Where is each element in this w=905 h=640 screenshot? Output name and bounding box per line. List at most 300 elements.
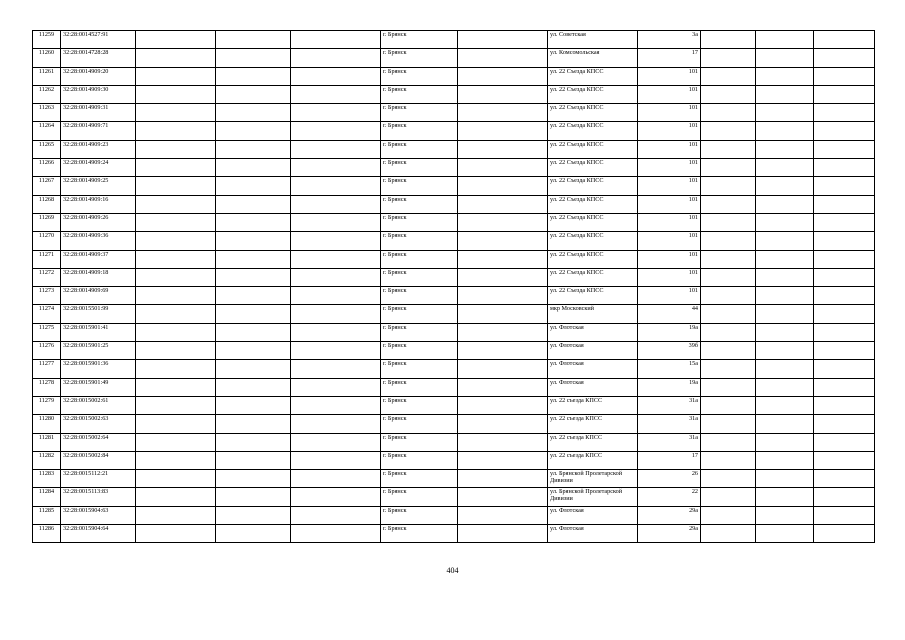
house-number-cell: 17 xyxy=(638,49,701,67)
empty-cell xyxy=(756,287,814,305)
empty-cell xyxy=(701,232,756,250)
table-row xyxy=(33,85,875,103)
street-cell: ул. Брянской Пролетарской Дивизии xyxy=(548,470,638,488)
empty-cell xyxy=(291,488,381,506)
empty-cell xyxy=(701,177,756,195)
empty-cell xyxy=(291,213,381,231)
house-number-cell: 101 xyxy=(638,177,701,195)
empty-cell xyxy=(701,525,756,543)
empty-cell xyxy=(216,360,291,378)
row-number-cell: 11284 xyxy=(33,488,61,506)
street-cell: ул. 22 съезда КПСС xyxy=(548,396,638,414)
empty-cell xyxy=(136,525,216,543)
city-cell: г. Брянск xyxy=(381,470,458,488)
empty-cell xyxy=(756,488,814,506)
empty-cell xyxy=(756,195,814,213)
table-row xyxy=(33,122,875,140)
empty-cell xyxy=(458,378,548,396)
street-cell: ул. Советская xyxy=(548,31,638,49)
house-number-cell: 101 xyxy=(638,85,701,103)
empty-cell xyxy=(216,305,291,323)
house-number-cell: 101 xyxy=(638,195,701,213)
street-cell: ул. Комсомольская xyxy=(548,49,638,67)
empty-cell xyxy=(458,305,548,323)
table-row xyxy=(33,31,875,49)
row-number-cell: 11270 xyxy=(33,232,61,250)
empty-cell xyxy=(701,67,756,85)
cadastral-number-cell: 32:28:0014909:24 xyxy=(61,159,136,177)
empty-cell xyxy=(756,268,814,286)
page-number: 404 xyxy=(446,566,459,575)
empty-cell xyxy=(814,49,875,67)
empty-cell xyxy=(814,67,875,85)
city-cell: г. Брянск xyxy=(381,268,458,286)
city-cell: г. Брянск xyxy=(381,159,458,177)
empty-cell xyxy=(216,104,291,122)
house-number-cell: 101 xyxy=(638,140,701,158)
cadastral-number-cell: 32:28:0014909:71 xyxy=(61,122,136,140)
empty-cell xyxy=(756,360,814,378)
registry-table-body xyxy=(33,31,875,543)
cadastral-number-cell: 32:28:0014909:69 xyxy=(61,287,136,305)
empty-cell xyxy=(701,323,756,341)
street-cell: ул. 22 Съезда КПСС xyxy=(548,213,638,231)
empty-cell xyxy=(756,85,814,103)
empty-cell xyxy=(216,250,291,268)
empty-cell xyxy=(136,342,216,360)
empty-cell xyxy=(756,323,814,341)
table-row xyxy=(33,104,875,122)
house-number-cell: 101 xyxy=(638,67,701,85)
empty-cell xyxy=(216,506,291,524)
house-number-cell: 101 xyxy=(638,250,701,268)
empty-cell xyxy=(814,360,875,378)
empty-cell xyxy=(701,415,756,433)
empty-cell xyxy=(814,268,875,286)
street-cell: ул. Флотская xyxy=(548,378,638,396)
row-number-cell: 11267 xyxy=(33,177,61,195)
empty-cell xyxy=(458,213,548,231)
city-cell: г. Брянск xyxy=(381,67,458,85)
row-number-cell: 11279 xyxy=(33,396,61,414)
empty-cell xyxy=(814,287,875,305)
city-cell: г. Брянск xyxy=(381,305,458,323)
empty-cell xyxy=(291,85,381,103)
street-cell: ул. 22 съезда КПСС xyxy=(548,451,638,469)
row-number-cell: 11262 xyxy=(33,85,61,103)
row-number-cell: 11277 xyxy=(33,360,61,378)
empty-cell xyxy=(458,159,548,177)
empty-cell xyxy=(136,488,216,506)
empty-cell xyxy=(756,342,814,360)
empty-cell xyxy=(701,433,756,451)
table-row xyxy=(33,525,875,543)
row-number-cell: 11259 xyxy=(33,31,61,49)
empty-cell xyxy=(136,49,216,67)
cadastral-number-cell: 32:28:0015002:64 xyxy=(61,433,136,451)
empty-cell xyxy=(814,250,875,268)
city-cell: г. Брянск xyxy=(381,213,458,231)
empty-cell xyxy=(458,396,548,414)
empty-cell xyxy=(291,470,381,488)
empty-cell xyxy=(136,195,216,213)
cadastral-number-cell: 32:28:0014909:25 xyxy=(61,177,136,195)
empty-cell xyxy=(458,451,548,469)
empty-cell xyxy=(701,104,756,122)
house-number-cell: 19а xyxy=(638,323,701,341)
empty-cell xyxy=(756,451,814,469)
city-cell: г. Брянск xyxy=(381,525,458,543)
empty-cell xyxy=(291,525,381,543)
row-number-cell: 11283 xyxy=(33,470,61,488)
city-cell: г. Брянск xyxy=(381,195,458,213)
empty-cell xyxy=(291,378,381,396)
city-cell: г. Брянск xyxy=(381,49,458,67)
empty-cell xyxy=(291,195,381,213)
cadastral-number-cell: 32:28:0015901:36 xyxy=(61,360,136,378)
empty-cell xyxy=(291,104,381,122)
row-number-cell: 11261 xyxy=(33,67,61,85)
empty-cell xyxy=(756,305,814,323)
empty-cell xyxy=(701,470,756,488)
empty-cell xyxy=(458,122,548,140)
cadastral-number-cell: 32:28:0014909:30 xyxy=(61,85,136,103)
empty-cell xyxy=(701,195,756,213)
house-number-cell: 101 xyxy=(638,122,701,140)
empty-cell xyxy=(216,342,291,360)
empty-cell xyxy=(216,122,291,140)
cadastral-number-cell: 32:28:0014728:28 xyxy=(61,49,136,67)
empty-cell xyxy=(291,305,381,323)
house-number-cell: 15а xyxy=(638,360,701,378)
street-cell: ул. 22 Съезда КПСС xyxy=(548,85,638,103)
row-number-cell: 11278 xyxy=(33,378,61,396)
house-number-cell: 31а xyxy=(638,433,701,451)
row-number-cell: 11268 xyxy=(33,195,61,213)
empty-cell xyxy=(458,104,548,122)
empty-cell xyxy=(756,140,814,158)
empty-cell xyxy=(291,49,381,67)
empty-cell xyxy=(814,415,875,433)
city-cell: г. Брянск xyxy=(381,31,458,49)
empty-cell xyxy=(136,104,216,122)
empty-cell xyxy=(216,415,291,433)
street-cell: ул. 22 Съезда КПСС xyxy=(548,232,638,250)
house-number-cell: 22 xyxy=(638,488,701,506)
cadastral-number-cell: 32:28:0014909:31 xyxy=(61,104,136,122)
empty-cell xyxy=(458,287,548,305)
house-number-cell: 31а xyxy=(638,415,701,433)
empty-cell xyxy=(701,250,756,268)
table-row xyxy=(33,360,875,378)
house-number-cell: 19а xyxy=(638,378,701,396)
row-number-cell: 11269 xyxy=(33,213,61,231)
city-cell: г. Брянск xyxy=(381,250,458,268)
empty-cell xyxy=(458,177,548,195)
empty-cell xyxy=(701,506,756,524)
empty-cell xyxy=(814,85,875,103)
empty-cell xyxy=(136,213,216,231)
city-cell: г. Брянск xyxy=(381,433,458,451)
street-cell: ул. 22 Съезда КПСС xyxy=(548,67,638,85)
empty-cell xyxy=(216,67,291,85)
empty-cell xyxy=(216,213,291,231)
table-row xyxy=(33,268,875,286)
empty-cell xyxy=(756,104,814,122)
empty-cell xyxy=(756,525,814,543)
cadastral-number-cell: 32:28:0015901:25 xyxy=(61,342,136,360)
empty-cell xyxy=(136,470,216,488)
empty-cell xyxy=(701,396,756,414)
empty-cell xyxy=(136,433,216,451)
empty-cell xyxy=(291,415,381,433)
empty-cell xyxy=(216,488,291,506)
empty-cell xyxy=(701,451,756,469)
street-cell: ул. 22 съезда КПСС xyxy=(548,415,638,433)
street-cell: мкр Московский xyxy=(548,305,638,323)
cadastral-number-cell: 32:28:0014909:36 xyxy=(61,232,136,250)
empty-cell xyxy=(136,323,216,341)
empty-cell xyxy=(216,195,291,213)
table-row xyxy=(33,232,875,250)
table-row xyxy=(33,415,875,433)
empty-cell xyxy=(136,287,216,305)
empty-cell xyxy=(756,31,814,49)
empty-cell xyxy=(136,122,216,140)
empty-cell xyxy=(701,213,756,231)
house-number-cell: 101 xyxy=(638,213,701,231)
empty-cell xyxy=(291,140,381,158)
empty-cell xyxy=(458,268,548,286)
empty-cell xyxy=(458,49,548,67)
street-cell: ул. 22 Съезда КПСС xyxy=(548,140,638,158)
city-cell: г. Брянск xyxy=(381,342,458,360)
city-cell: г. Брянск xyxy=(381,140,458,158)
empty-cell xyxy=(136,85,216,103)
row-number-cell: 11264 xyxy=(33,122,61,140)
table-row xyxy=(33,378,875,396)
empty-cell xyxy=(756,232,814,250)
empty-cell xyxy=(136,506,216,524)
house-number-cell: 101 xyxy=(638,268,701,286)
table-row xyxy=(33,67,875,85)
empty-cell xyxy=(216,525,291,543)
city-cell: г. Брянск xyxy=(381,415,458,433)
row-number-cell: 11276 xyxy=(33,342,61,360)
empty-cell xyxy=(216,85,291,103)
row-number-cell: 11272 xyxy=(33,268,61,286)
table-row xyxy=(33,195,875,213)
empty-cell xyxy=(291,360,381,378)
table-row xyxy=(33,433,875,451)
empty-cell xyxy=(458,506,548,524)
empty-cell xyxy=(216,378,291,396)
empty-cell xyxy=(216,323,291,341)
empty-cell xyxy=(458,415,548,433)
table-row xyxy=(33,159,875,177)
cadastral-number-cell: 32:28:0015501:99 xyxy=(61,305,136,323)
empty-cell xyxy=(136,67,216,85)
city-cell: г. Брянск xyxy=(381,451,458,469)
empty-cell xyxy=(136,305,216,323)
house-number-cell: 44 xyxy=(638,305,701,323)
empty-cell xyxy=(136,451,216,469)
house-number-cell: 3а xyxy=(638,31,701,49)
house-number-cell: 101 xyxy=(638,287,701,305)
house-number-cell: 101 xyxy=(638,104,701,122)
city-cell: г. Брянск xyxy=(381,85,458,103)
cadastral-number-cell: 32:28:0015904:63 xyxy=(61,506,136,524)
empty-cell xyxy=(814,159,875,177)
row-number-cell: 11285 xyxy=(33,506,61,524)
street-cell: ул. Флотская xyxy=(548,506,638,524)
empty-cell xyxy=(458,140,548,158)
row-number-cell: 11263 xyxy=(33,104,61,122)
empty-cell xyxy=(291,287,381,305)
street-cell: ул. 22 Съезда КПСС xyxy=(548,250,638,268)
table-row xyxy=(33,250,875,268)
city-cell: г. Брянск xyxy=(381,177,458,195)
table-row xyxy=(33,506,875,524)
empty-cell xyxy=(814,177,875,195)
empty-cell xyxy=(814,396,875,414)
row-number-cell: 11280 xyxy=(33,415,61,433)
cadastral-number-cell: 32:28:0014909:20 xyxy=(61,67,136,85)
empty-cell xyxy=(136,360,216,378)
empty-cell xyxy=(458,250,548,268)
empty-cell xyxy=(814,378,875,396)
empty-cell xyxy=(814,232,875,250)
house-number-cell: 17 xyxy=(638,451,701,469)
empty-cell xyxy=(136,378,216,396)
table-row xyxy=(33,451,875,469)
empty-cell xyxy=(458,525,548,543)
empty-cell xyxy=(756,396,814,414)
empty-cell xyxy=(216,396,291,414)
city-cell: г. Брянск xyxy=(381,396,458,414)
street-cell: ул. Флотская xyxy=(548,342,638,360)
empty-cell xyxy=(458,195,548,213)
house-number-cell: 29а xyxy=(638,525,701,543)
row-number-cell: 11266 xyxy=(33,159,61,177)
empty-cell xyxy=(216,49,291,67)
empty-cell xyxy=(814,525,875,543)
house-number-cell: 29а xyxy=(638,506,701,524)
empty-cell xyxy=(756,470,814,488)
empty-cell xyxy=(216,451,291,469)
empty-cell xyxy=(458,67,548,85)
empty-cell xyxy=(814,323,875,341)
empty-cell xyxy=(216,31,291,49)
empty-cell xyxy=(756,415,814,433)
empty-cell xyxy=(136,31,216,49)
empty-cell xyxy=(701,342,756,360)
empty-cell xyxy=(458,470,548,488)
row-number-cell: 11273 xyxy=(33,287,61,305)
house-number-cell: 26 xyxy=(638,470,701,488)
street-cell: ул. 22 Съезда КПСС xyxy=(548,268,638,286)
empty-cell xyxy=(756,433,814,451)
row-number-cell: 11274 xyxy=(33,305,61,323)
table-row xyxy=(33,287,875,305)
row-number-cell: 11286 xyxy=(33,525,61,543)
city-cell: г. Брянск xyxy=(381,378,458,396)
city-cell: г. Брянск xyxy=(381,232,458,250)
empty-cell xyxy=(701,49,756,67)
cadastral-number-cell: 32:28:0015112:21 xyxy=(61,470,136,488)
empty-cell xyxy=(814,451,875,469)
cadastral-number-cell: 32:28:0014909:16 xyxy=(61,195,136,213)
empty-cell xyxy=(291,396,381,414)
street-cell: ул. 22 Съезда КПСС xyxy=(548,177,638,195)
empty-cell xyxy=(814,470,875,488)
empty-cell xyxy=(458,31,548,49)
city-cell: г. Брянск xyxy=(381,287,458,305)
house-number-cell: 101 xyxy=(638,159,701,177)
empty-cell xyxy=(291,342,381,360)
empty-cell xyxy=(756,49,814,67)
house-number-cell: 31а xyxy=(638,396,701,414)
row-number-cell: 11271 xyxy=(33,250,61,268)
empty-cell xyxy=(814,140,875,158)
empty-cell xyxy=(701,85,756,103)
empty-cell xyxy=(458,232,548,250)
street-cell: ул. Флотская xyxy=(548,323,638,341)
empty-cell xyxy=(701,488,756,506)
cadastral-number-cell: 32:28:0015002:61 xyxy=(61,396,136,414)
house-number-cell: 39б xyxy=(638,342,701,360)
empty-cell xyxy=(814,488,875,506)
empty-cell xyxy=(814,342,875,360)
table-row xyxy=(33,213,875,231)
empty-cell xyxy=(701,378,756,396)
empty-cell xyxy=(136,396,216,414)
table-row xyxy=(33,305,875,323)
empty-cell xyxy=(136,415,216,433)
table-row xyxy=(33,49,875,67)
empty-cell xyxy=(291,122,381,140)
city-cell: г. Брянск xyxy=(381,506,458,524)
table-row xyxy=(33,323,875,341)
empty-cell xyxy=(814,433,875,451)
empty-cell xyxy=(814,104,875,122)
empty-cell xyxy=(291,31,381,49)
row-number-cell: 11281 xyxy=(33,433,61,451)
street-cell: ул. Брянской Пролетарской Дивизии xyxy=(548,488,638,506)
table-row xyxy=(33,177,875,195)
cadastral-number-cell: 32:28:0015901:41 xyxy=(61,323,136,341)
street-cell: ул. 22 Съезда КПСС xyxy=(548,195,638,213)
empty-cell xyxy=(291,177,381,195)
empty-cell xyxy=(701,305,756,323)
empty-cell xyxy=(216,268,291,286)
empty-cell xyxy=(216,470,291,488)
empty-cell xyxy=(216,433,291,451)
empty-cell xyxy=(458,360,548,378)
empty-cell xyxy=(701,140,756,158)
empty-cell xyxy=(291,268,381,286)
table-row xyxy=(33,140,875,158)
city-cell: г. Брянск xyxy=(381,488,458,506)
street-cell: ул. 22 съезда КПСС xyxy=(548,433,638,451)
property-registry-table xyxy=(32,30,875,543)
city-cell: г. Брянск xyxy=(381,122,458,140)
empty-cell xyxy=(136,232,216,250)
empty-cell xyxy=(701,268,756,286)
city-cell: г. Брянск xyxy=(381,323,458,341)
empty-cell xyxy=(814,31,875,49)
empty-cell xyxy=(216,159,291,177)
